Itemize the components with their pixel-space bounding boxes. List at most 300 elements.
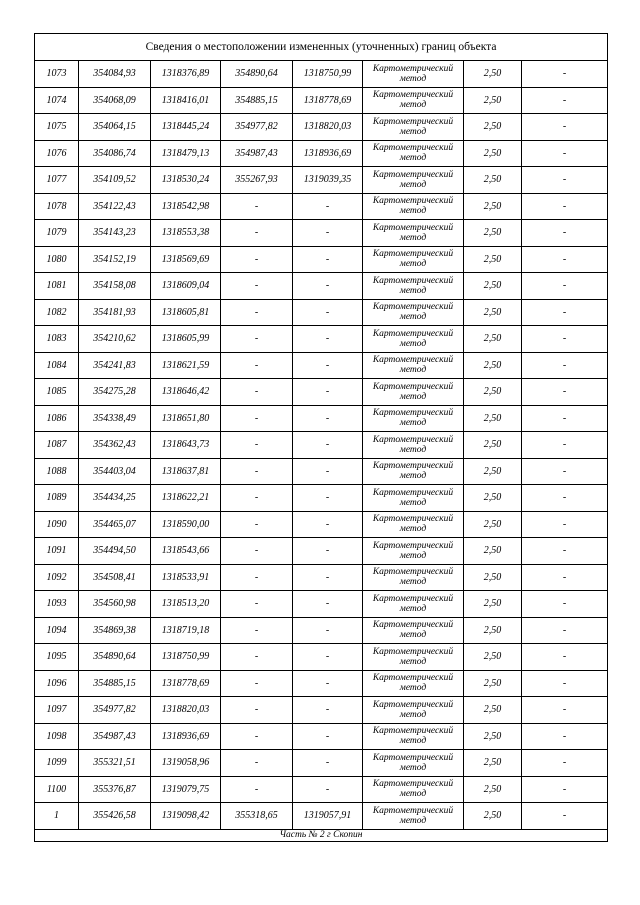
table-row	[35, 644, 608, 671]
method-line-2: метод	[399, 656, 427, 667]
method-line-2: метод	[399, 232, 427, 243]
method-line-1: Картометрический	[372, 620, 454, 631]
y-prev-coordinate-cell: -	[293, 697, 363, 724]
method-cell	[363, 405, 464, 432]
method-cell	[363, 273, 464, 300]
y-coordinate-cell: 1318637,81	[151, 458, 221, 485]
method-cell	[363, 803, 464, 830]
point-number-cell: 1082	[35, 299, 79, 326]
method-line-2: метод	[399, 550, 427, 561]
x-prev-coordinate-cell: -	[221, 379, 293, 406]
method-cell	[363, 379, 464, 406]
y-prev-coordinate-cell: -	[293, 511, 363, 538]
y-coordinate-cell: 1318542,98	[151, 193, 221, 220]
y-coordinate-cell: 1318590,00	[151, 511, 221, 538]
method-line-2: метод	[399, 312, 427, 323]
method-line-2: метод	[399, 497, 427, 508]
table-row	[35, 299, 608, 326]
y-prev-coordinate-cell: -	[293, 538, 363, 565]
method-cell	[363, 87, 464, 114]
footer-row	[35, 829, 608, 841]
y-coordinate-cell: 1318605,81	[151, 299, 221, 326]
method-line-1: Картометрический	[372, 434, 454, 445]
table-row	[35, 352, 608, 379]
method-line-1: Картометрический	[372, 196, 454, 207]
method-cell	[363, 352, 464, 379]
x-prev-coordinate-cell: -	[221, 538, 293, 565]
x-prev-coordinate-cell: -	[221, 220, 293, 247]
y-coordinate-cell: 1319079,75	[151, 776, 221, 803]
accuracy-cell: 2,50	[464, 326, 522, 353]
method-line-1: Картометрический	[372, 673, 454, 684]
y-coordinate-cell: 1318820,03	[151, 697, 221, 724]
method-cell	[363, 140, 464, 167]
point-number-cell: 1081	[35, 273, 79, 300]
method-line-1: Картометрический	[372, 302, 454, 313]
x-coordinate-cell: 354869,38	[79, 617, 151, 644]
x-prev-coordinate-cell: 354885,15	[221, 87, 293, 114]
table-body	[35, 34, 608, 842]
method-cell	[363, 564, 464, 591]
note-cell: -	[522, 564, 608, 591]
table-row	[35, 167, 608, 194]
note-cell: -	[522, 193, 608, 220]
method-cell	[363, 220, 464, 247]
point-number-cell: 1090	[35, 511, 79, 538]
accuracy-cell: 2,50	[464, 538, 522, 565]
method-line-1: Картометрический	[372, 567, 454, 578]
x-coordinate-cell: 354122,43	[79, 193, 151, 220]
method-line-1: Картометрический	[372, 143, 454, 154]
point-number-cell: 1099	[35, 750, 79, 777]
note-cell: -	[522, 405, 608, 432]
table-row	[35, 750, 608, 777]
method-cell	[363, 591, 464, 618]
x-coordinate-cell: 355321,51	[79, 750, 151, 777]
x-coordinate-cell: 354987,43	[79, 723, 151, 750]
point-number-cell: 1098	[35, 723, 79, 750]
y-coordinate-cell: 1318416,01	[151, 87, 221, 114]
y-coordinate-cell: 1318569,69	[151, 246, 221, 273]
x-prev-coordinate-cell: -	[221, 458, 293, 485]
x-prev-coordinate-cell: 355318,65	[221, 803, 293, 830]
table-row	[35, 379, 608, 406]
y-prev-coordinate-cell: -	[293, 352, 363, 379]
y-prev-coordinate-cell: -	[293, 246, 363, 273]
x-prev-coordinate-cell: 354987,43	[221, 140, 293, 167]
table-row	[35, 87, 608, 114]
x-prev-coordinate-cell: 354977,82	[221, 114, 293, 141]
note-cell: -	[522, 458, 608, 485]
y-prev-coordinate-cell: -	[293, 591, 363, 618]
x-prev-coordinate-cell: 355267,93	[221, 167, 293, 194]
method-cell	[363, 167, 464, 194]
table-row	[35, 246, 608, 273]
x-coordinate-cell: 354152,19	[79, 246, 151, 273]
x-coordinate-cell: 354109,52	[79, 167, 151, 194]
method-line-1: Картометрический	[372, 408, 454, 419]
method-cell	[363, 697, 464, 724]
note-cell: -	[522, 511, 608, 538]
x-coordinate-cell: 355426,58	[79, 803, 151, 830]
table-row	[35, 670, 608, 697]
x-coordinate-cell: 354068,09	[79, 87, 151, 114]
table-row	[35, 432, 608, 459]
x-coordinate-cell: 354158,08	[79, 273, 151, 300]
y-prev-coordinate-cell: -	[293, 564, 363, 591]
point-number-cell: 1087	[35, 432, 79, 459]
y-coordinate-cell: 1318621,59	[151, 352, 221, 379]
x-prev-coordinate-cell: -	[221, 326, 293, 353]
document-sheet	[34, 33, 607, 842]
method-cell	[363, 644, 464, 671]
table-row	[35, 538, 608, 565]
x-prev-coordinate-cell: -	[221, 246, 293, 273]
point-number-cell: 1091	[35, 538, 79, 565]
method-line-2: метод	[399, 577, 427, 588]
method-line-1: Картометрический	[372, 779, 454, 790]
point-number-cell: 1094	[35, 617, 79, 644]
x-coordinate-cell: 355376,87	[79, 776, 151, 803]
accuracy-cell: 2,50	[464, 644, 522, 671]
method-line-1: Картометрический	[372, 222, 454, 233]
note-cell: -	[522, 803, 608, 830]
y-coordinate-cell: 1319058,96	[151, 750, 221, 777]
x-coordinate-cell: 354403,04	[79, 458, 151, 485]
method-cell	[363, 114, 464, 141]
method-cell	[363, 299, 464, 326]
note-cell: -	[522, 326, 608, 353]
note-cell: -	[522, 617, 608, 644]
method-line-2: метод	[399, 391, 427, 402]
note-cell: -	[522, 776, 608, 803]
accuracy-cell: 2,50	[464, 670, 522, 697]
table-row	[35, 405, 608, 432]
x-prev-coordinate-cell: -	[221, 405, 293, 432]
method-line-1: Картометрический	[372, 699, 454, 710]
y-prev-coordinate-cell: -	[293, 405, 363, 432]
x-prev-coordinate-cell: -	[221, 485, 293, 512]
note-cell: -	[522, 87, 608, 114]
method-cell	[363, 61, 464, 88]
note-cell: -	[522, 432, 608, 459]
table-row	[35, 617, 608, 644]
method-cell	[363, 538, 464, 565]
method-line-1: Картометрический	[372, 487, 454, 498]
method-cell	[363, 458, 464, 485]
x-prev-coordinate-cell: -	[221, 352, 293, 379]
note-cell: -	[522, 485, 608, 512]
table-row	[35, 193, 608, 220]
method-line-2: метод	[399, 471, 427, 482]
table-row	[35, 61, 608, 88]
accuracy-cell: 2,50	[464, 246, 522, 273]
note-cell: -	[522, 723, 608, 750]
x-coordinate-cell: 354064,15	[79, 114, 151, 141]
y-prev-coordinate-cell: 1319039,35	[293, 167, 363, 194]
table-row	[35, 114, 608, 141]
accuracy-cell: 2,50	[464, 776, 522, 803]
table-row	[35, 564, 608, 591]
point-number-cell: 1092	[35, 564, 79, 591]
method-line-2: метод	[399, 815, 427, 826]
x-coordinate-cell: 354241,83	[79, 352, 151, 379]
accuracy-cell: 2,50	[464, 273, 522, 300]
x-coordinate-cell: 354143,23	[79, 220, 151, 247]
method-line-2: метод	[399, 736, 427, 747]
y-prev-coordinate-cell: -	[293, 432, 363, 459]
method-line-2: метод	[399, 603, 427, 614]
table-row	[35, 220, 608, 247]
x-prev-coordinate-cell: -	[221, 750, 293, 777]
point-number-cell: 1084	[35, 352, 79, 379]
x-coordinate-cell: 354275,28	[79, 379, 151, 406]
method-cell	[363, 246, 464, 273]
y-prev-coordinate-cell: -	[293, 379, 363, 406]
method-cell	[363, 750, 464, 777]
method-line-2: метод	[399, 365, 427, 376]
method-line-2: метод	[399, 153, 427, 164]
x-prev-coordinate-cell: -	[221, 564, 293, 591]
table-title: Сведения о местоположении измененных (уточненных) границ объекта	[35, 34, 608, 61]
y-coordinate-cell: 1318533,91	[151, 564, 221, 591]
x-prev-coordinate-cell: -	[221, 432, 293, 459]
method-line-1: Картометрический	[372, 646, 454, 657]
point-number-cell: 1083	[35, 326, 79, 353]
accuracy-cell: 2,50	[464, 167, 522, 194]
y-prev-coordinate-cell: -	[293, 723, 363, 750]
y-coordinate-cell: 1318936,69	[151, 723, 221, 750]
y-prev-coordinate-cell: -	[293, 670, 363, 697]
x-prev-coordinate-cell: -	[221, 723, 293, 750]
point-number-cell: 1089	[35, 485, 79, 512]
table-row	[35, 511, 608, 538]
accuracy-cell: 2,50	[464, 697, 522, 724]
y-coordinate-cell: 1318778,69	[151, 670, 221, 697]
x-prev-coordinate-cell: -	[221, 591, 293, 618]
accuracy-cell: 2,50	[464, 432, 522, 459]
y-coordinate-cell: 1318750,99	[151, 644, 221, 671]
x-prev-coordinate-cell: -	[221, 193, 293, 220]
point-number-cell: 1077	[35, 167, 79, 194]
point-number-cell: 1095	[35, 644, 79, 671]
method-line-2: метод	[399, 126, 427, 137]
point-number-cell: 1078	[35, 193, 79, 220]
method-line-2: метод	[399, 683, 427, 694]
x-coordinate-cell: 354362,43	[79, 432, 151, 459]
method-cell	[363, 670, 464, 697]
x-coordinate-cell: 354885,15	[79, 670, 151, 697]
y-prev-coordinate-cell: -	[293, 750, 363, 777]
note-cell: -	[522, 246, 608, 273]
point-number-cell: 1088	[35, 458, 79, 485]
point-number-cell: 1093	[35, 591, 79, 618]
note-cell: -	[522, 352, 608, 379]
accuracy-cell: 2,50	[464, 87, 522, 114]
x-coordinate-cell: 354181,93	[79, 299, 151, 326]
note-cell: -	[522, 750, 608, 777]
x-prev-coordinate-cell: -	[221, 697, 293, 724]
method-line-2: метод	[399, 789, 427, 800]
footer-text: Часть № 2 г Скопин	[35, 829, 608, 841]
method-line-1: Картометрический	[372, 726, 454, 737]
x-coordinate-cell: 354338,49	[79, 405, 151, 432]
y-coordinate-cell: 1318553,38	[151, 220, 221, 247]
y-coordinate-cell: 1318513,20	[151, 591, 221, 618]
note-cell: -	[522, 61, 608, 88]
accuracy-cell: 2,50	[464, 114, 522, 141]
y-coordinate-cell: 1318543,66	[151, 538, 221, 565]
method-line-2: метод	[399, 762, 427, 773]
method-line-1: Картометрический	[372, 805, 454, 816]
table-row	[35, 458, 608, 485]
accuracy-cell: 2,50	[464, 458, 522, 485]
y-prev-coordinate-cell: 1318936,69	[293, 140, 363, 167]
accuracy-cell: 2,50	[464, 591, 522, 618]
y-prev-coordinate-cell: -	[293, 326, 363, 353]
y-prev-coordinate-cell: -	[293, 458, 363, 485]
note-cell: -	[522, 379, 608, 406]
y-prev-coordinate-cell: -	[293, 644, 363, 671]
method-line-1: Картометрический	[372, 752, 454, 763]
method-line-1: Картометрический	[372, 275, 454, 286]
x-coordinate-cell: 354560,98	[79, 591, 151, 618]
x-coordinate-cell: 354494,50	[79, 538, 151, 565]
y-prev-coordinate-cell: -	[293, 485, 363, 512]
y-prev-coordinate-cell: -	[293, 193, 363, 220]
y-prev-coordinate-cell: 1318820,03	[293, 114, 363, 141]
note-cell: -	[522, 670, 608, 697]
table-title-row	[35, 34, 608, 61]
note-cell: -	[522, 273, 608, 300]
x-coordinate-cell: 354465,07	[79, 511, 151, 538]
table-row	[35, 485, 608, 512]
accuracy-cell: 2,50	[464, 511, 522, 538]
point-number-cell: 1074	[35, 87, 79, 114]
method-line-1: Картометрический	[372, 90, 454, 101]
method-line-1: Картометрический	[372, 355, 454, 366]
x-coordinate-cell: 354977,82	[79, 697, 151, 724]
note-cell: -	[522, 114, 608, 141]
note-cell: -	[522, 538, 608, 565]
y-prev-coordinate-cell: 1319057,91	[293, 803, 363, 830]
method-cell	[363, 723, 464, 750]
accuracy-cell: 2,50	[464, 352, 522, 379]
method-line-1: Картометрический	[372, 63, 454, 74]
method-cell	[363, 776, 464, 803]
y-prev-coordinate-cell: -	[293, 776, 363, 803]
method-line-1: Картометрический	[372, 514, 454, 525]
method-line-2: метод	[399, 206, 427, 217]
y-prev-coordinate-cell: 1318778,69	[293, 87, 363, 114]
accuracy-cell: 2,50	[464, 485, 522, 512]
point-number-cell: 1080	[35, 246, 79, 273]
y-coordinate-cell: 1318609,04	[151, 273, 221, 300]
y-coordinate-cell: 1318445,24	[151, 114, 221, 141]
point-number-cell: 1100	[35, 776, 79, 803]
point-number-cell: 1085	[35, 379, 79, 406]
note-cell: -	[522, 220, 608, 247]
method-cell	[363, 326, 464, 353]
boundary-table	[34, 33, 608, 842]
x-prev-coordinate-cell: -	[221, 617, 293, 644]
method-line-1: Картометрический	[372, 540, 454, 551]
method-cell	[363, 617, 464, 644]
x-coordinate-cell: 354508,41	[79, 564, 151, 591]
point-number-cell: 1075	[35, 114, 79, 141]
table-row	[35, 803, 608, 830]
method-cell	[363, 193, 464, 220]
x-coordinate-cell: 354084,93	[79, 61, 151, 88]
note-cell: -	[522, 591, 608, 618]
y-prev-coordinate-cell: -	[293, 220, 363, 247]
accuracy-cell: 2,50	[464, 617, 522, 644]
point-number-cell: 1076	[35, 140, 79, 167]
method-line-2: метод	[399, 179, 427, 190]
point-number-cell: 1073	[35, 61, 79, 88]
note-cell: -	[522, 140, 608, 167]
y-coordinate-cell: 1318479,13	[151, 140, 221, 167]
y-coordinate-cell: 1318646,42	[151, 379, 221, 406]
method-line-2: метод	[399, 444, 427, 455]
point-number-cell: 1086	[35, 405, 79, 432]
accuracy-cell: 2,50	[464, 750, 522, 777]
y-prev-coordinate-cell: -	[293, 617, 363, 644]
table-row	[35, 591, 608, 618]
x-prev-coordinate-cell: 354890,64	[221, 61, 293, 88]
accuracy-cell: 2,50	[464, 564, 522, 591]
table-row	[35, 723, 608, 750]
note-cell: -	[522, 299, 608, 326]
method-line-2: метод	[399, 285, 427, 296]
y-prev-coordinate-cell: 1318750,99	[293, 61, 363, 88]
y-coordinate-cell: 1318605,99	[151, 326, 221, 353]
point-number-cell: 1079	[35, 220, 79, 247]
y-coordinate-cell: 1318622,21	[151, 485, 221, 512]
x-coordinate-cell: 354086,74	[79, 140, 151, 167]
method-line-2: метод	[399, 259, 427, 270]
method-line-2: метод	[399, 709, 427, 720]
method-line-2: метод	[399, 418, 427, 429]
accuracy-cell: 2,50	[464, 220, 522, 247]
method-line-2: метод	[399, 630, 427, 641]
point-number-cell: 1097	[35, 697, 79, 724]
y-coordinate-cell: 1318651,80	[151, 405, 221, 432]
y-coordinate-cell: 1318376,89	[151, 61, 221, 88]
note-cell: -	[522, 697, 608, 724]
method-line-1: Картометрический	[372, 593, 454, 604]
note-cell: -	[522, 167, 608, 194]
x-prev-coordinate-cell: -	[221, 299, 293, 326]
accuracy-cell: 2,50	[464, 299, 522, 326]
y-coordinate-cell: 1318719,18	[151, 617, 221, 644]
method-line-2: метод	[399, 338, 427, 349]
y-coordinate-cell: 1319098,42	[151, 803, 221, 830]
accuracy-cell: 2,50	[464, 379, 522, 406]
x-prev-coordinate-cell: -	[221, 670, 293, 697]
accuracy-cell: 2,50	[464, 140, 522, 167]
x-prev-coordinate-cell: -	[221, 273, 293, 300]
table-row	[35, 326, 608, 353]
method-line-2: метод	[399, 524, 427, 535]
y-coordinate-cell: 1318530,24	[151, 167, 221, 194]
x-coordinate-cell: 354890,64	[79, 644, 151, 671]
x-prev-coordinate-cell: -	[221, 644, 293, 671]
method-line-1: Картометрический	[372, 249, 454, 260]
table-row	[35, 697, 608, 724]
method-line-1: Картометрический	[372, 381, 454, 392]
method-cell	[363, 485, 464, 512]
